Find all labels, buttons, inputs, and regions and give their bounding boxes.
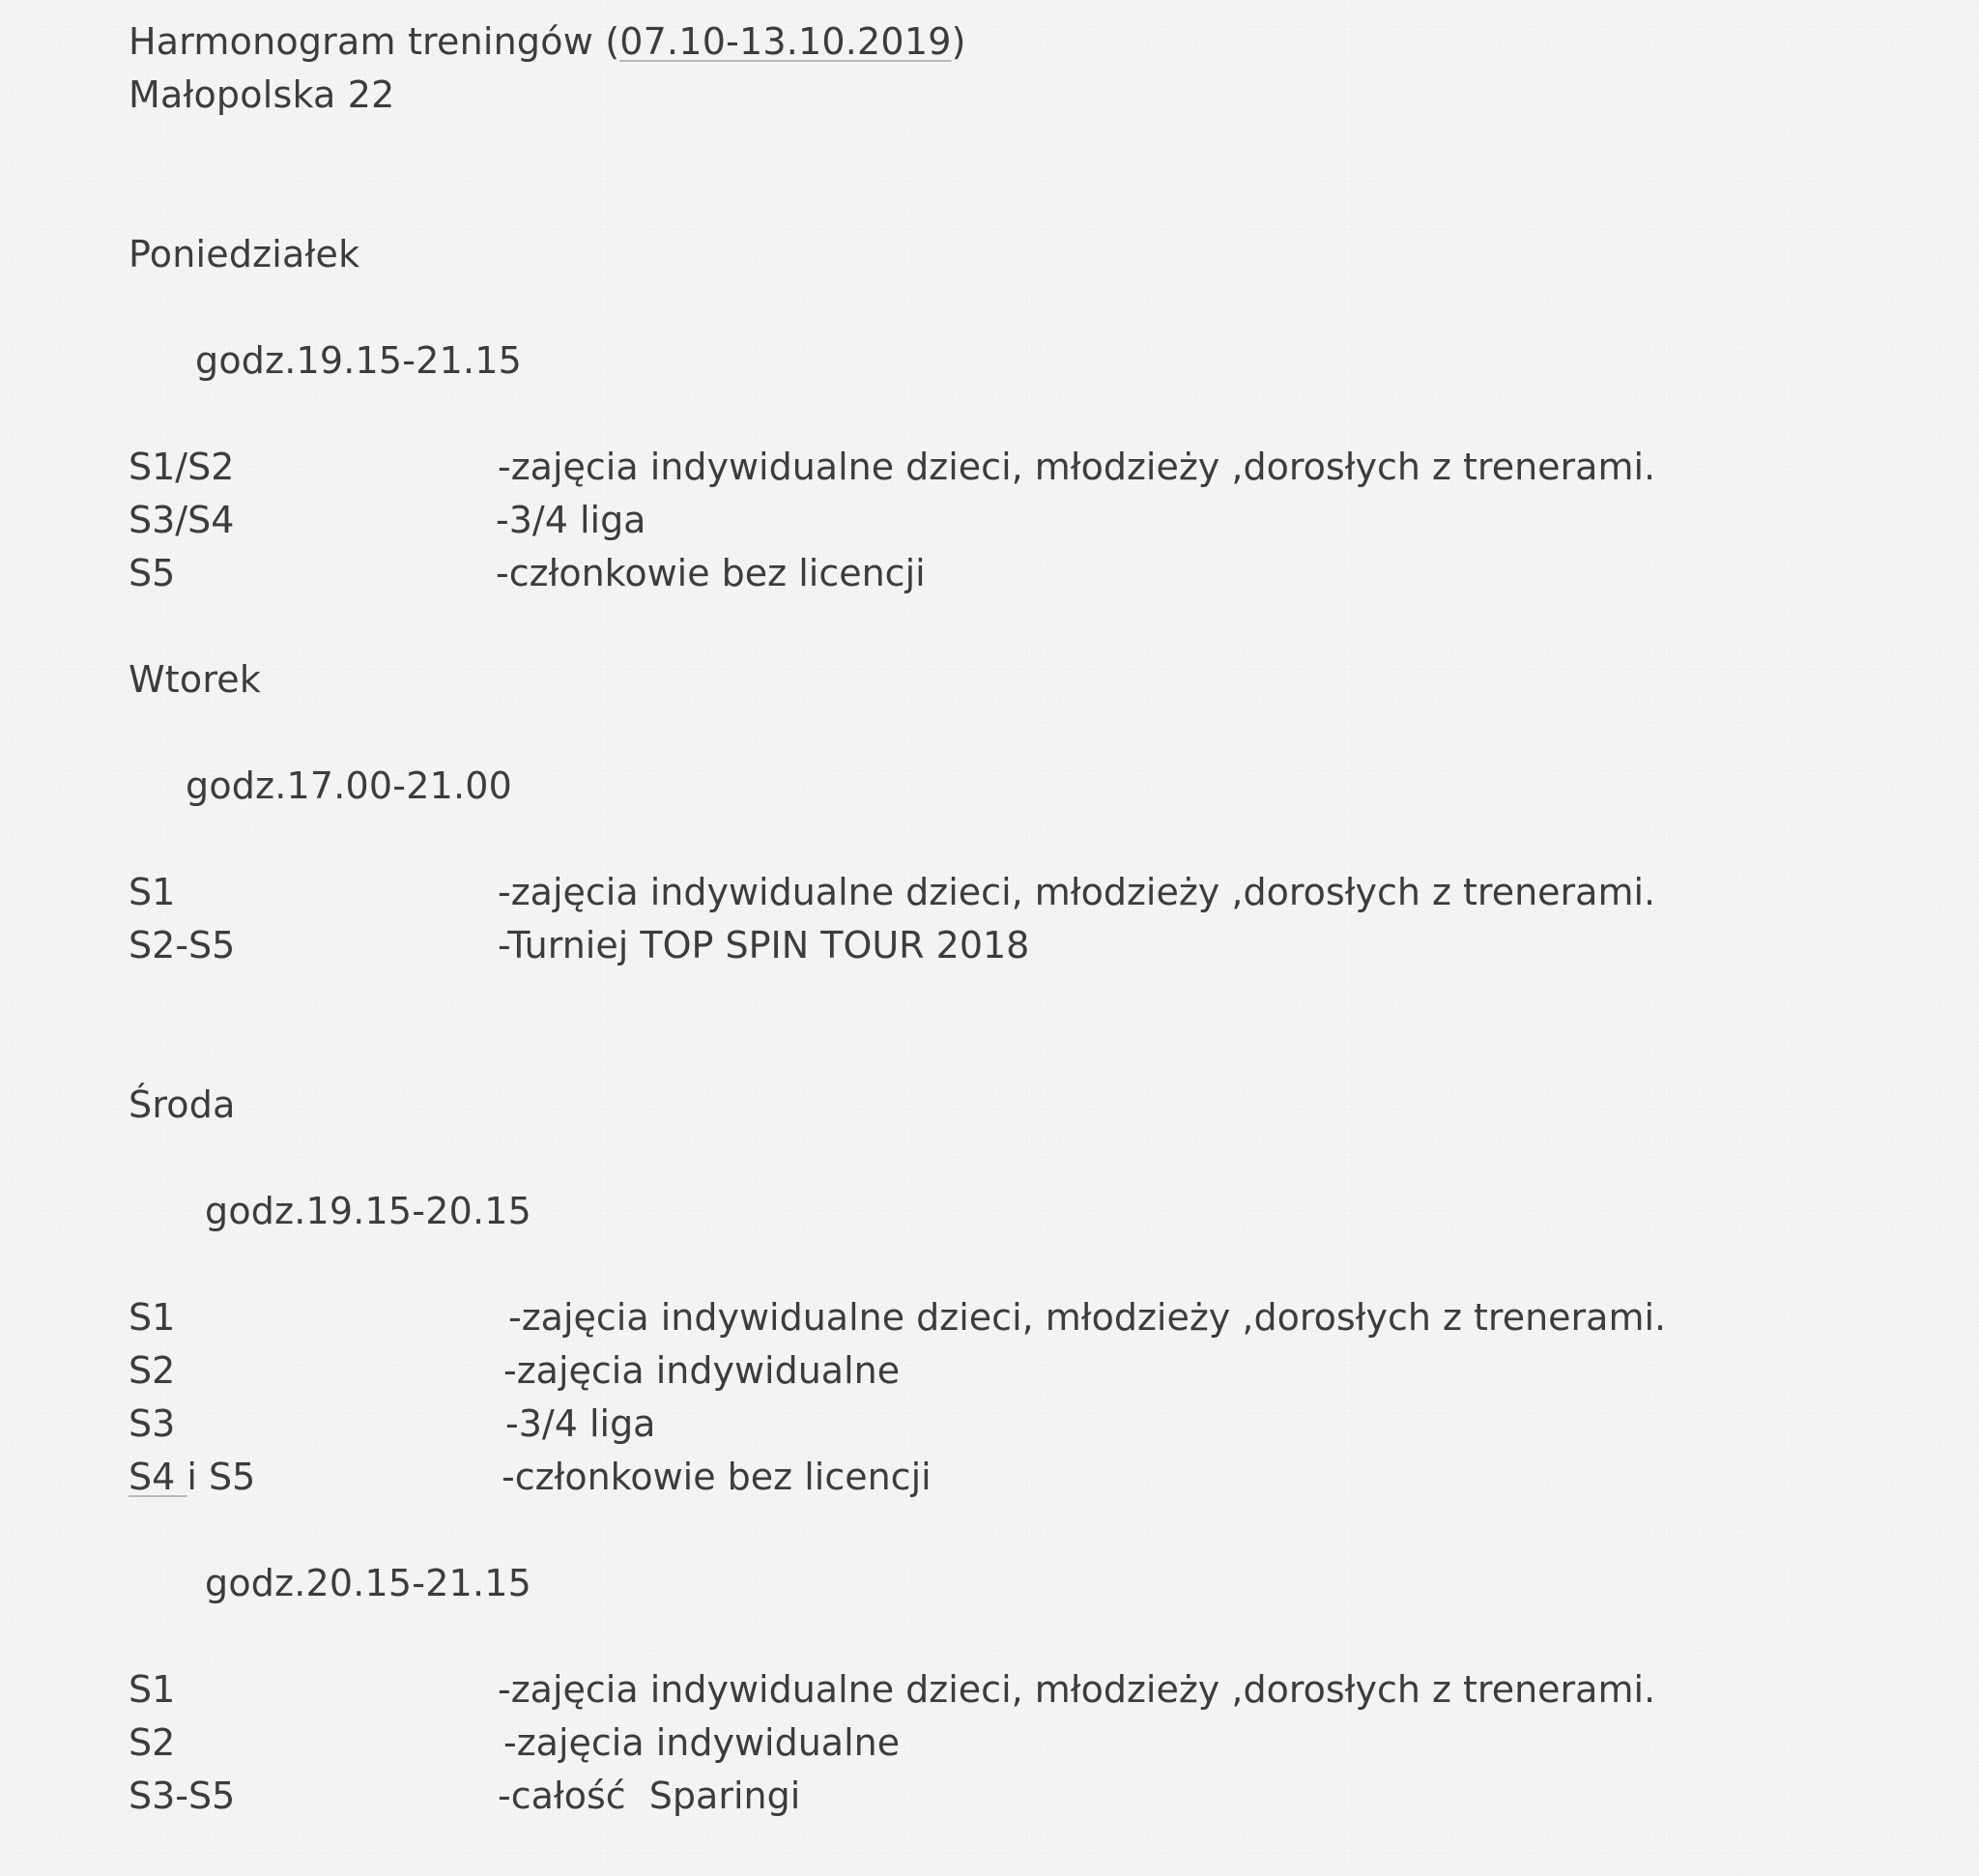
slot-description: -zajęcia indywidualne dzieci, młodzieży ,dorosłych z trenerami. — [508, 1296, 1667, 1339]
table-slot: S1 — [129, 1668, 176, 1711]
table-slot: S3-S5 — [129, 1775, 236, 1817]
table-slot: S2 — [129, 1721, 176, 1764]
title-date-link[interactable]: 07.10-13.10.2019 — [619, 20, 952, 63]
time-range: godz.19.15-20.15 — [205, 1190, 532, 1232]
slot-description: -3/4 liga — [505, 1402, 656, 1445]
slot-link[interactable]: S4 — [129, 1456, 187, 1498]
title-prefix: Harmonogram treningów ( — [129, 20, 620, 63]
day-heading-tuesday: Wtorek — [129, 658, 262, 701]
time-range: godz.17.00-21.00 — [186, 765, 513, 807]
table-slot — [129, 1453, 255, 1501]
slot-text: i S5 — [186, 1456, 256, 1498]
slot-description: -członkowie bez licencji — [496, 552, 926, 594]
table-slot: S5 — [129, 552, 176, 594]
table-slot: S2-S5 — [129, 924, 236, 967]
day-heading-wednesday: Środa — [129, 1083, 236, 1126]
slot-description: -zajęcia indywidualne — [503, 1721, 901, 1764]
schedule-title — [129, 17, 966, 66]
table-slot: S1/S2 — [129, 446, 235, 488]
time-range: godz.20.15-21.15 — [205, 1562, 532, 1604]
table-slot: S1 — [129, 1296, 176, 1339]
slot-description: -członkowie bez licencji — [502, 1456, 932, 1498]
slot-description: -zajęcia indywidualne dzieci, młodzieży ,dorosłych z trenerami. — [498, 446, 1656, 488]
slot-description: -3/4 liga — [496, 499, 646, 541]
table-slot: S3 — [129, 1402, 176, 1445]
table-slot: S3/S4 — [129, 499, 235, 541]
time-range: godz.19.15-21.15 — [195, 339, 523, 382]
table-slot: S1 — [129, 871, 176, 913]
slot-description: -całość Sparingi — [498, 1775, 801, 1817]
slot-description: -zajęcia indywidualne dzieci, młodzieży ,dorosłych z trenerami. — [498, 871, 1656, 913]
title-suffix: ) — [951, 20, 966, 63]
slot-description: -zajęcia indywidualne — [503, 1349, 901, 1392]
address: Małopolska 22 — [129, 73, 395, 116]
table-slot: S2 — [129, 1349, 176, 1392]
slot-description: -zajęcia indywidualne dzieci, młodzieży ,dorosłych z trenerami. — [498, 1668, 1656, 1711]
day-heading-monday: Poniedziałek — [129, 233, 360, 275]
slot-description: -Turniej TOP SPIN TOUR 2018 — [498, 924, 1030, 967]
